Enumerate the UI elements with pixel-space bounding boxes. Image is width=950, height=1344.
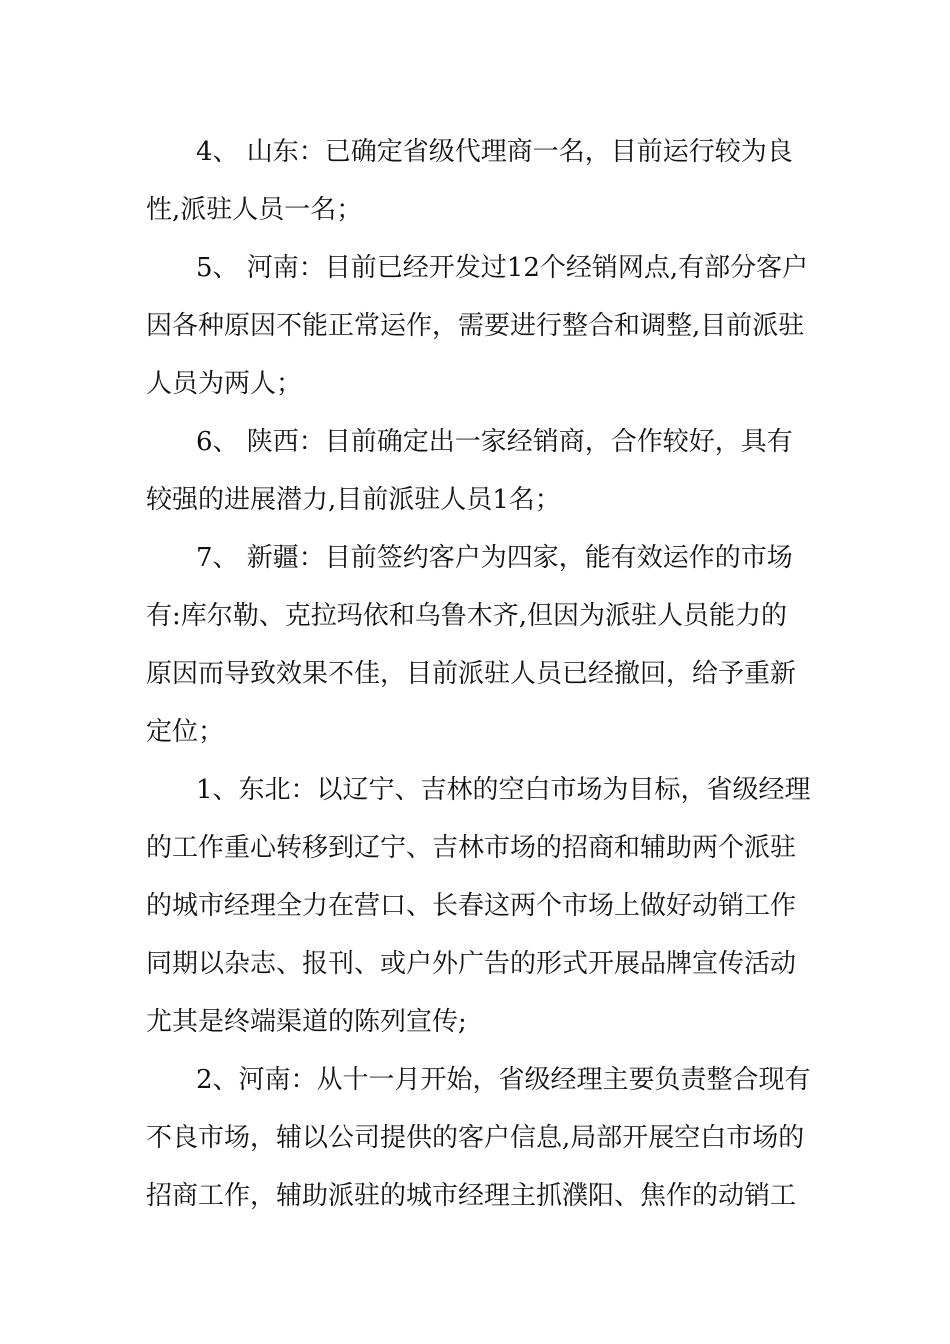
text-line: 人员为两人； [146, 369, 303, 399]
text-line: 4、 山东：已确定省级代理商一名，目前运行较为良 [196, 137, 793, 167]
text-line: 的工作重心转移到辽宁、吉林市场的招商和辅助两个派驻 [146, 833, 797, 863]
text-line: 性,派驻人员一名； [146, 195, 363, 225]
text-line: 因各种原因不能正常运作，需要进行整合和调整,目前派驻 [146, 311, 805, 341]
text-line: 6、 陕西：目前确定出一家经销商，合作较好，具有 [196, 427, 793, 457]
text-line: 不良市场，辅以公司提供的客户信息,局部开展空白市场的 [146, 1123, 805, 1153]
text-line: 5、 河南：目前已经开发过12个经销网点,有部分客户 [196, 253, 809, 283]
text-line: 较强的进展潜力,目前派驻人员1名； [146, 485, 561, 515]
text-line: 有:库尔勒、克拉玛依和乌鲁木齐,但因为派驻人员能力的 [146, 601, 788, 631]
text-line: 招商工作，辅助派驻的城市经理主抓濮阳、焦作的动销工 [146, 1181, 797, 1211]
text-line: 1、东北：以辽宁、吉林的空白市场为目标，省级经理 [196, 775, 811, 805]
text-line: 定位； [146, 717, 225, 747]
text-line: 的城市经理全力在营口、长春这两个市场上做好动销工作 [146, 891, 797, 921]
text-line: 原因而导致效果不佳，目前派驻人员已经撤回，给予重新 [146, 659, 797, 689]
text-line: 尤其是终端渠道的陈列宣传; [146, 1007, 467, 1037]
text-line: 7、 新疆：目前签约客户为四家，能有效运作的市场 [196, 543, 793, 573]
text-line: 2、河南：从十一月开始，省级经理主要负责整合现有 [196, 1065, 811, 1095]
text-line: 同期以杂志、报刊、或户外广告的形式开展品牌宣传活动 [146, 949, 797, 979]
